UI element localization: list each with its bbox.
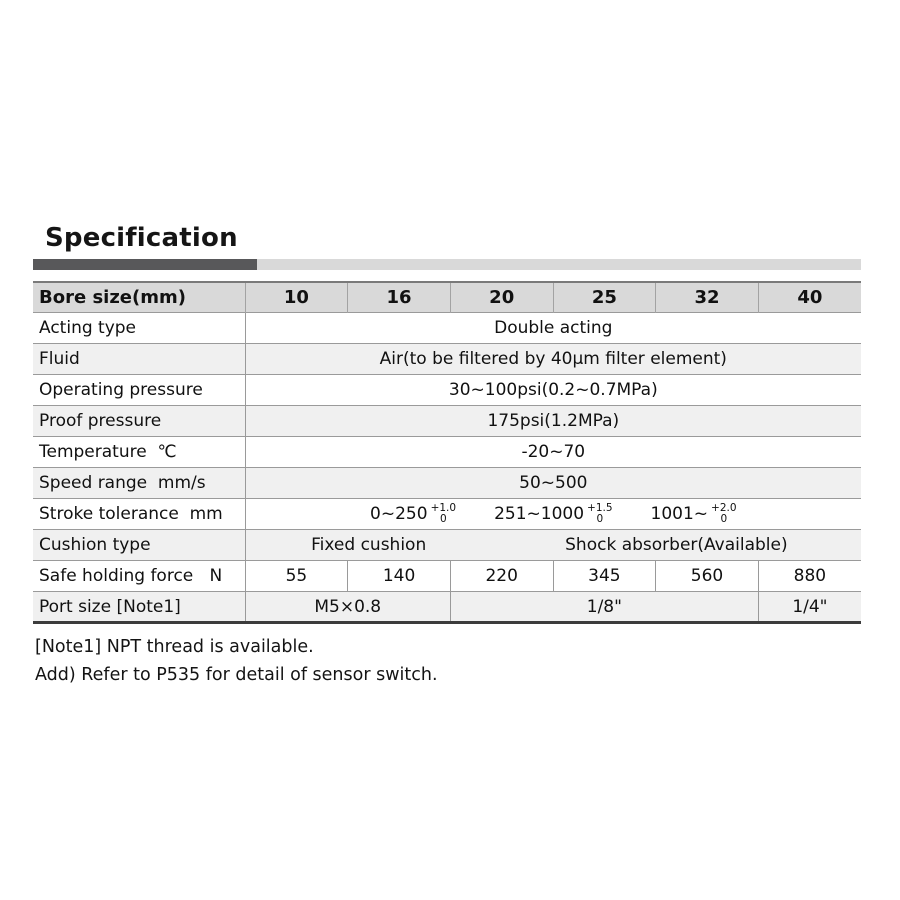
row-value-cell: 55 [245, 561, 348, 592]
tolerance-group [494, 503, 612, 525]
specification-table [33, 281, 861, 625]
table-row-proof-pressure [33, 406, 861, 437]
bore-col-header: 32 [656, 282, 759, 313]
table-row-stroke-tolerance [33, 499, 861, 530]
row-value: 50~500 [245, 468, 861, 499]
footnote-line: [Note1] NPT thread is available. [35, 637, 314, 658]
bore-col-header: 40 [758, 282, 861, 313]
row-value: Air(to be filtered by 40μm filter element) [245, 344, 861, 375]
row-label: Acting type [33, 313, 245, 344]
row-value: -20~70 [245, 437, 861, 468]
row-value: 175psi(1.2MPa) [245, 406, 861, 437]
tolerance-group [651, 503, 737, 525]
row-value-cell: 1/8" [450, 592, 758, 623]
row-label: Cushion type [33, 530, 245, 561]
table-row-port-size [33, 592, 861, 623]
row-value-cell: 880 [758, 561, 861, 592]
tolerance-group [370, 503, 456, 525]
tolerance-lower: 0 [596, 513, 604, 526]
stroke-tolerance-values [246, 503, 861, 525]
row-value-cell: 1/4" [758, 592, 861, 623]
row-value [245, 530, 861, 561]
table-row-safe-holding-force [33, 561, 861, 592]
row-value: Double acting [245, 313, 861, 344]
tolerance-stack [431, 503, 457, 525]
table-row-speed-range [33, 468, 861, 499]
row-value [245, 499, 861, 530]
table-row-operating-pressure [33, 375, 861, 406]
title-underline-dark-segment [33, 259, 257, 270]
row-value-cell: 140 [348, 561, 451, 592]
tolerance-range: 251~1000 [494, 504, 585, 525]
bore-col-header: 16 [348, 282, 451, 313]
tolerance-lower: 0 [720, 513, 728, 526]
row-label: Stroke tolerance mm [33, 499, 245, 530]
row-value-cell: M5×0.8 [245, 592, 450, 623]
content [33, 224, 861, 689]
bore-col-header: 10 [245, 282, 348, 313]
row-value-cell: 220 [450, 561, 553, 592]
title-underline [33, 259, 861, 270]
row-label: Safe holding force N [33, 561, 245, 592]
tolerance-range: 1001~ [650, 504, 709, 525]
table-row-cushion-type [33, 530, 861, 561]
bore-col-header: 25 [553, 282, 656, 313]
row-label: Temperature ℃ [33, 437, 245, 468]
row-label: Operating pressure [33, 375, 245, 406]
row-value: 30~100psi(0.2~0.7MPa) [245, 375, 861, 406]
cushion-type-values [246, 535, 861, 555]
tolerance-upper: +1.0 [430, 502, 457, 515]
footnotes [33, 633, 861, 689]
table-row-temperature [33, 437, 861, 468]
table-row-fluid [33, 344, 861, 375]
bore-col-header: 20 [450, 282, 553, 313]
tolerance-upper: +1.5 [587, 502, 613, 515]
tolerance-stack [587, 503, 613, 525]
row-value-cell: 345 [553, 561, 656, 592]
tolerance-lower: 0 [439, 513, 447, 526]
tolerance-range: 0~250 [370, 504, 428, 525]
row-label: Fluid [33, 344, 245, 375]
bore-size-header: Bore size(mm) [33, 282, 245, 313]
table-header-row [33, 282, 861, 313]
table-row-acting-type [33, 313, 861, 344]
row-value-cell: 560 [656, 561, 759, 592]
row-label: Speed range mm/s [33, 468, 245, 499]
tolerance-stack [711, 503, 737, 525]
footnote-line: Add) Refer to P535 for detail of sensor switch. [35, 665, 438, 686]
row-label: Port size [Note1] [33, 592, 245, 623]
tolerance-upper: +2.0 [711, 502, 737, 515]
page-title: Specification [45, 223, 238, 253]
cushion-fixed: Fixed cushion [311, 535, 427, 556]
cushion-shock-absorber: Shock absorber(Available) [565, 535, 788, 556]
row-label: Proof pressure [33, 406, 245, 437]
